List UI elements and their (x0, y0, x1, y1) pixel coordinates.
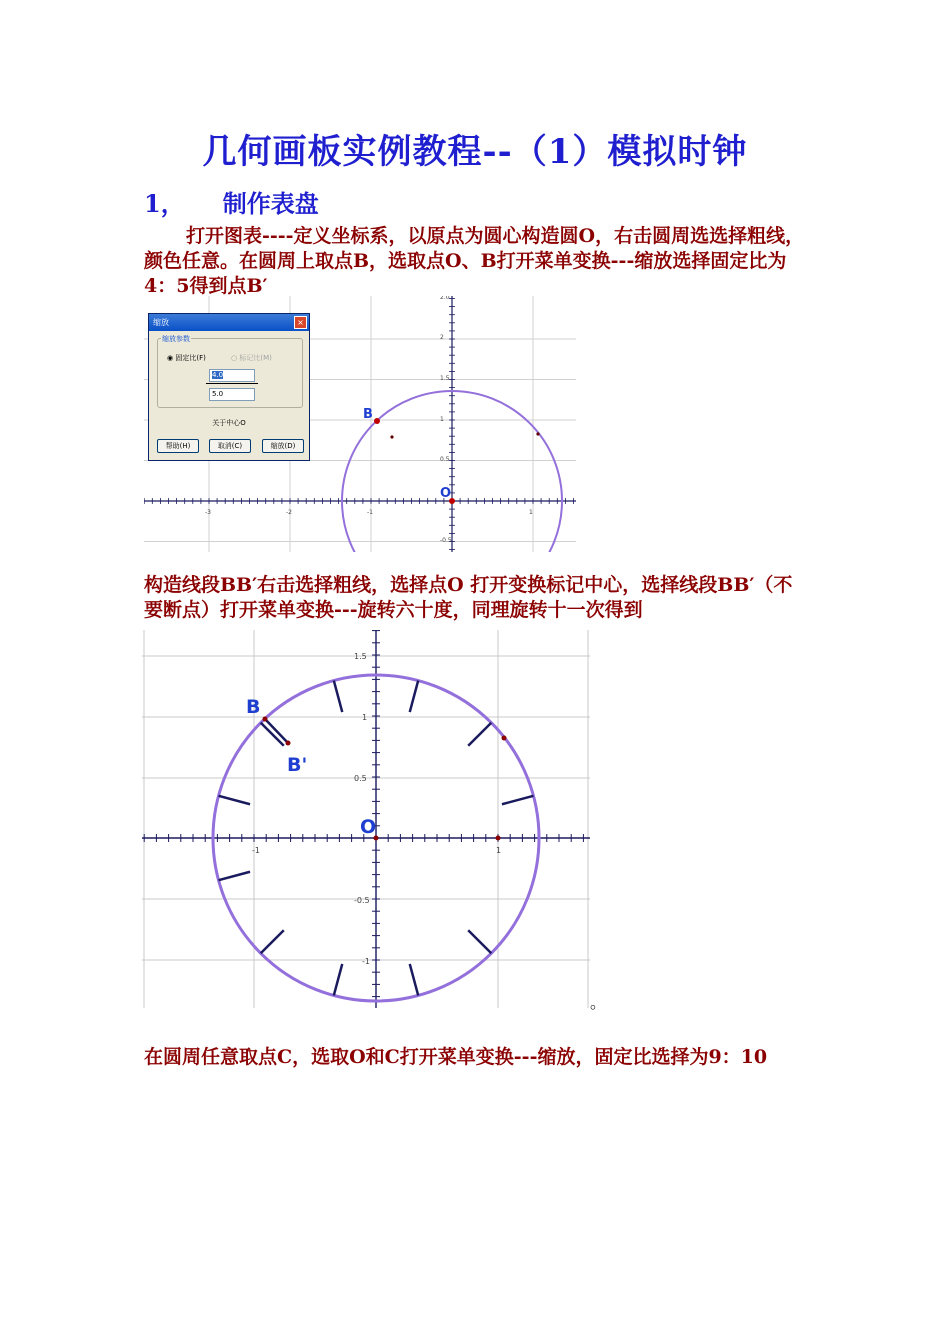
figure2-hour-tick (468, 723, 491, 746)
section-number: 1， (144, 189, 185, 218)
figure1-label-o: O (440, 486, 452, 501)
figure2-hour-tick (261, 930, 284, 953)
figure1-point-b (374, 418, 380, 424)
figure2-point-one (496, 836, 501, 841)
center-label: 关于中心O (212, 419, 246, 427)
figure1-y-tick-label: 1.5 (440, 375, 450, 382)
figure2-hour-tick (468, 930, 491, 953)
figure1-label-b: B (363, 407, 373, 422)
figure1-point-bprime (390, 435, 393, 438)
paragraph-step3: 在圆周任意取点C，选取O和C打开菜单变换---缩放，固定比选择为9：10 (144, 1046, 768, 1068)
figure2-point-right (502, 736, 507, 741)
figure2-y-tick-label: -1 (362, 957, 370, 966)
radio-selected-icon: ◉ (167, 354, 174, 362)
figure1-y-tick-label: 2 (440, 334, 444, 341)
figure2-x-tick-label: 1 (496, 846, 502, 855)
figure2-hour-tick (334, 964, 342, 995)
numerator-input[interactable] (209, 369, 255, 382)
figure2-hour-tick (219, 796, 250, 804)
figure1-point-right (536, 432, 539, 435)
page-title: 几何画板实例教程--（1）模拟时钟 (202, 132, 748, 172)
figure2-point-b (263, 717, 268, 722)
figure2-hour-tick (334, 681, 342, 712)
dialog-titlebar (149, 314, 309, 331)
paragraph-step1: 打开图表----定义坐标系，以原点为圆心构造圆O，右击圆周选选择粗线，颜色任意。在圆周上取点B，选取点O、B打开菜单变换---缩放选择固定比为4：5得到点B′ (144, 225, 805, 297)
figure1-y-tick-label: 2.0 (440, 296, 450, 301)
figure2-y-tick-label: 1 (362, 713, 368, 722)
figure2-label-o: O (360, 816, 377, 838)
figure2-point-bprime (286, 741, 291, 746)
figure2-label-b: B (246, 696, 261, 718)
figure2-y-tick-label: -0.5 (354, 896, 370, 905)
figure2-y-tick-label: 1.5 (354, 652, 367, 661)
section-title: 制作表盘 (222, 189, 319, 218)
radio-marked-label: 标记比(M) (239, 354, 272, 362)
figure1-x-tick-label: -1 (367, 509, 373, 516)
paragraph-step2: 构造线段BB′右击选择粗线，选择点O 打开变换标记中心，选择线段BB′（不要断点）打开菜单变换---旋转六十度，同理旋转十一次得到 (144, 574, 793, 621)
scale-button[interactable]: 缩放(D) (262, 439, 304, 453)
fraction-line (206, 383, 258, 384)
denominator-input[interactable]: 5.0 (209, 388, 255, 401)
figure1-x-tick-label: -2 (286, 509, 292, 516)
figure2-hour-tick (410, 964, 418, 995)
figure2-label-bprime: B' (287, 754, 308, 776)
period-mark: 。 (590, 993, 607, 1012)
help-button[interactable]: 帮助(H) (157, 439, 199, 453)
radio-empty-icon: ○ (231, 354, 238, 362)
numerator-value: 4.0 (212, 371, 224, 379)
figure1-y-tick-label: 1 (440, 416, 444, 423)
radio-fixed-label: 固定比(F) (175, 354, 206, 362)
figure-clock-face (142, 630, 590, 1008)
figure1-y-tick-label: -0.5 (440, 537, 452, 544)
figure2-hour-tick (502, 796, 533, 804)
figure1-x-tick-label: -3 (205, 509, 211, 516)
section-heading (144, 184, 319, 219)
cancel-button[interactable]: 取消(C) (209, 439, 251, 453)
scale-dialog (148, 313, 310, 461)
radio-fixed-ratio[interactable] (167, 353, 206, 363)
dialog-title: 缩放 (153, 318, 169, 327)
figure2-hour-tick (410, 681, 418, 712)
figure2-x-tick-label: -1 (252, 846, 260, 855)
figure2-y-tick-label: 0.5 (354, 774, 367, 783)
figure1-x-tick-label: 1 (529, 509, 533, 516)
figure2-hour-tick (219, 872, 250, 880)
radio-marked-ratio[interactable] (231, 353, 272, 363)
figure1-y-tick-label: 0.5 (440, 456, 450, 463)
scale-params-legend: 缩放参数 (162, 335, 190, 343)
close-icon[interactable]: × (294, 316, 307, 329)
